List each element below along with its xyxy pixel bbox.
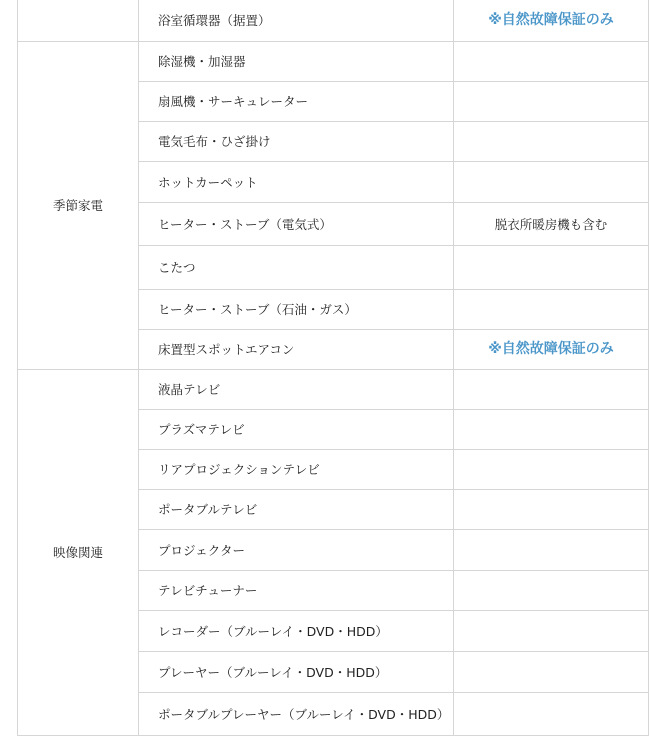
item-cell: ポータブルテレビ: [139, 490, 454, 530]
item-cell: 扇風機・サーキュレーター: [139, 82, 454, 122]
item-cell: こたつ: [139, 246, 454, 290]
note-cell: [454, 122, 649, 162]
category-cell-continued: [18, 0, 139, 42]
item-cell: ヒーター・ストーブ（石油・ガス）: [139, 290, 454, 330]
note-cell: [454, 450, 649, 490]
item-cell: テレビチューナー: [139, 571, 454, 611]
note-cell: [454, 162, 649, 203]
note-cell: [454, 693, 649, 736]
item-cell: プレーヤー（ブルーレイ・DVD・HDD）: [139, 652, 454, 693]
item-cell: 床置型スポットエアコン: [139, 330, 454, 370]
warranty-coverage-table: [17, 0, 649, 736]
table-row: [18, 0, 649, 42]
item-cell: プロジェクター: [139, 530, 454, 571]
item-cell: 浴室循環器（据置）: [139, 0, 454, 42]
item-cell: 除湿機・加湿器: [139, 42, 454, 82]
note-cell: [454, 370, 649, 410]
category-cell-seasonal: 季節家電: [18, 42, 139, 370]
note-cell: [454, 290, 649, 330]
note-cell: [454, 652, 649, 693]
note-cell: [454, 611, 649, 652]
note-cell: [454, 571, 649, 611]
note-cell: [454, 82, 649, 122]
item-cell: プラズマテレビ: [139, 410, 454, 450]
table-row: [18, 370, 649, 410]
category-cell-video: 映像関連: [18, 370, 139, 736]
note-cell: [454, 410, 649, 450]
item-cell: レコーダー（ブルーレイ・DVD・HDD）: [139, 611, 454, 652]
table-row: [18, 42, 649, 82]
item-cell: ポータブルプレーヤー（ブルーレイ・DVD・HDD）: [139, 693, 454, 736]
item-cell: ホットカーペット: [139, 162, 454, 203]
note-cell-natural-failure-only: ※自然故障保証のみ: [454, 0, 649, 42]
item-cell: リアプロジェクションテレビ: [139, 450, 454, 490]
note-cell: [454, 246, 649, 290]
item-cell: 電気毛布・ひざ掛け: [139, 122, 454, 162]
item-cell: ヒーター・ストーブ（電気式）: [139, 203, 454, 246]
item-cell: 液晶テレビ: [139, 370, 454, 410]
note-cell: [454, 530, 649, 571]
note-cell-natural-failure-only: ※自然故障保証のみ: [454, 330, 649, 370]
note-cell: [454, 42, 649, 82]
note-cell: 脱衣所暖房機も含む: [454, 203, 649, 246]
note-cell: [454, 490, 649, 530]
